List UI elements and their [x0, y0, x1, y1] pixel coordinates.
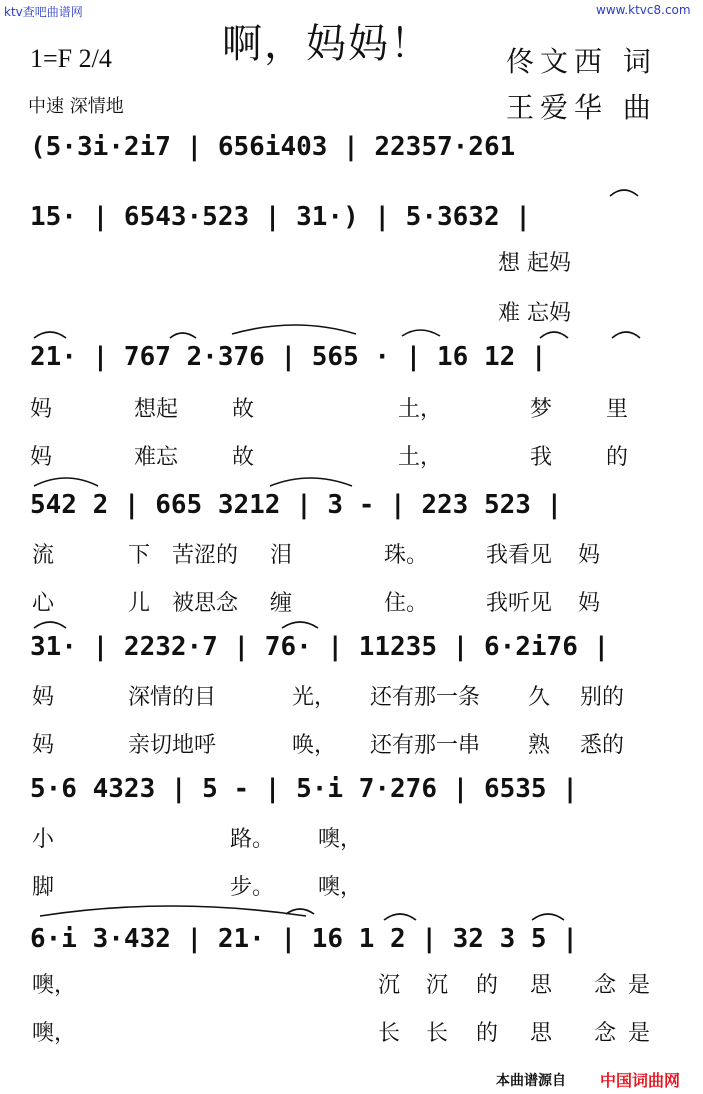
- slur-mark: [402, 330, 440, 336]
- lyric-syllable: 脚: [32, 875, 55, 900]
- lyric-syllable: 苦涩的: [172, 543, 239, 568]
- lyric-row-2-verse-2: 难 忘妈: [498, 301, 571, 326]
- lyric-syllable: 熟: [528, 733, 551, 758]
- lyric-syllable: 妈: [578, 543, 601, 568]
- lyric-syllable: 的: [476, 1021, 499, 1046]
- slur-mark: [40, 906, 306, 916]
- lyric-syllable: 儿: [128, 591, 151, 616]
- lyric-syllable: 妈: [32, 685, 55, 710]
- lyric-row-2-verse-1: 想 起妈: [498, 251, 571, 276]
- lyric-syllable: 故: [232, 397, 255, 422]
- lyric-syllable: 噢，: [32, 1021, 77, 1046]
- lyric-syllable: 步。: [230, 875, 275, 900]
- lyric-syllable: 里: [606, 397, 629, 422]
- lyric-syllable: 沉: [426, 973, 449, 998]
- slur-mark: [282, 622, 318, 628]
- lyric-syllable: 久: [528, 685, 551, 710]
- lyric-syllable: 亲切地呼: [128, 733, 217, 758]
- lyric-syllable: 深情的目: [128, 685, 217, 710]
- slur-mark: [34, 622, 66, 628]
- lyric-syllable: 光，: [292, 685, 337, 710]
- lyric-syllable: 下: [128, 543, 151, 568]
- lyric-syllable: 还有那一串: [370, 733, 481, 758]
- lyric-syllable: 长: [378, 1021, 401, 1046]
- lyric-syllable: 土，: [398, 445, 443, 470]
- watermark-right: www.ktvc8.com: [596, 3, 691, 17]
- lyric-syllable: 我: [530, 445, 553, 470]
- lyric-syllable: 梦: [530, 397, 553, 422]
- lyric-syllable: 小: [32, 827, 55, 852]
- lyric-syllable: 流: [32, 543, 55, 568]
- lyric-syllable: 噢，: [32, 973, 77, 998]
- slur-mark: [270, 478, 352, 486]
- lyric-syllable: 唤，: [292, 733, 337, 758]
- lyric-syllable: 悉的: [580, 733, 625, 758]
- slur-mark: [170, 333, 196, 338]
- slur-mark: [34, 332, 66, 338]
- lyric-syllable: 是: [628, 1021, 651, 1046]
- notation-row-5: 31· | 2232·7 | 76· | 11235 | 6·2i76 |: [30, 632, 610, 662]
- lyric-syllable: 长: [426, 1021, 449, 1046]
- notation-row-6: 5·6 4323 | 5 - | 5·i 7·276 | 6535 |: [30, 774, 578, 804]
- lyric-syllable: 的: [476, 973, 499, 998]
- notation-row-7: 6·i 3·432 | 21· | 16 1 2 | 32 3 5 |: [30, 924, 578, 954]
- slur-mark: [612, 332, 640, 338]
- lyric-syllable: 的: [606, 445, 629, 470]
- watermark-left: ktv查吧曲谱网: [4, 5, 83, 19]
- lyric-syllable: 妈: [30, 397, 53, 422]
- lyric-syllable: 缠: [270, 591, 293, 616]
- slur-mark: [232, 325, 356, 334]
- lyric-syllable: 我看见: [486, 543, 553, 568]
- lyricist-credit: 佟文西 词: [506, 45, 657, 78]
- key-signature: 1=F 2/4: [30, 44, 112, 73]
- lyric-syllable: 别的: [580, 685, 625, 710]
- lyric-syllable: 心: [32, 591, 55, 616]
- lyric-syllable: 是: [628, 973, 651, 998]
- lyric-syllable: 想起: [134, 397, 179, 422]
- notation-row-4: 542 2 | 665 3212 | 3 - | 223 523 |: [30, 490, 563, 520]
- lyric-syllable: 沉: [378, 973, 401, 998]
- tempo-marking: 中速 深情地: [28, 96, 124, 117]
- lyric-syllable: 噢，: [318, 827, 363, 852]
- slur-mark: [610, 190, 638, 196]
- slur-mark: [384, 914, 416, 920]
- lyric-syllable: 思: [530, 973, 553, 998]
- lyric-syllable: 还有那一条: [370, 685, 481, 710]
- slur-mark: [34, 478, 98, 486]
- lyric-syllable: 泪: [270, 543, 293, 568]
- composer-credit: 王爱华 曲: [506, 91, 657, 124]
- lyric-syllable: 妈: [32, 733, 55, 758]
- lyric-syllable: 妈: [30, 445, 53, 470]
- lyric-syllable: 思: [530, 1021, 553, 1046]
- lyric-syllable: 故: [232, 445, 255, 470]
- lyric-syllable: 我听见: [486, 591, 553, 616]
- lyric-syllable: 土，: [398, 397, 443, 422]
- lyric-syllable: 住。: [384, 591, 429, 616]
- lyric-syllable: 念: [594, 1021, 617, 1046]
- song-title: 啊，妈妈！: [222, 21, 432, 67]
- lyric-syllable: 难忘: [134, 445, 179, 470]
- footer-source-label: 本曲谱源自: [496, 1073, 566, 1089]
- lyric-syllable: 噢，: [318, 875, 363, 900]
- footer-brand-logo[interactable]: 中国词曲网: [600, 1071, 681, 1090]
- lyric-syllable: 路。: [230, 827, 275, 852]
- slur-mark: [540, 332, 568, 338]
- lyric-syllable: 妈: [578, 591, 601, 616]
- lyric-syllable: 念: [594, 973, 617, 998]
- notation-row-1: (5·3i·2i7 | 656i403 | 22357·261: [30, 132, 516, 162]
- lyric-syllable: 珠。: [384, 543, 429, 568]
- notation-row-2: 15· | 6543·523 | 31·) | 5·3632 |: [30, 202, 531, 232]
- notation-row-3: 21· | 767 2·376 | 565 · | 16 12 |: [30, 342, 547, 372]
- lyric-syllable: 被思念: [172, 591, 239, 616]
- slur-mark: [532, 914, 564, 920]
